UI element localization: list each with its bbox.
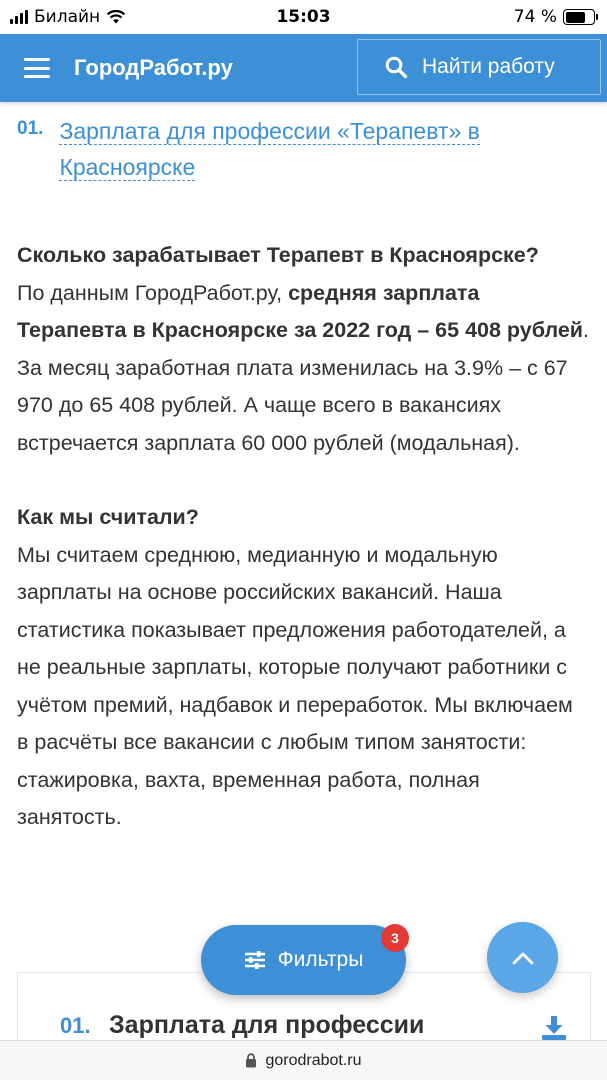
- battery-percent: 74 %: [513, 7, 557, 27]
- filters-count-badge: 3: [381, 924, 409, 952]
- toc-number: 01.: [17, 118, 44, 139]
- toc-link[interactable]: [59, 113, 590, 185]
- url-text: gorodrabot.ru: [265, 1051, 362, 1069]
- battery-fill: [566, 12, 586, 23]
- salary-text-bold: средняя зарплата Терапевта в Красноярске за 2022 год – 65 408 рублей: [17, 280, 584, 342]
- method-section: [17, 499, 590, 837]
- site-logo[interactable]: ГородРабот.ру: [74, 55, 233, 80]
- signal-icon: [10, 10, 28, 24]
- status-right: [514, 7, 595, 27]
- site-header: [0, 34, 607, 102]
- method-heading: Как мы считали?: [17, 505, 199, 529]
- carrier-name: Билайн: [34, 7, 101, 27]
- salary-text-intro: По данным ГородРабот.ру,: [17, 280, 289, 305]
- toc-link-text[interactable]: Зарплата для профессии «Терапевт» в Красноярске: [59, 118, 480, 180]
- filters-label: Фильтры: [277, 948, 364, 971]
- salary-section: [17, 237, 590, 462]
- chevron-up-icon: [511, 950, 535, 966]
- wifi-icon: [106, 10, 126, 24]
- card-number: 01.: [60, 1013, 91, 1038]
- status-left: [10, 7, 126, 27]
- sliders-icon: [244, 950, 266, 970]
- find-job-button[interactable]: [357, 39, 601, 95]
- main-content: [0, 102, 607, 837]
- find-job-label: Найти работу: [422, 55, 555, 78]
- status-bar: [0, 0, 607, 34]
- toc-item: [17, 113, 590, 185]
- search-icon: [384, 55, 408, 79]
- salary-text-rest: . За месяц заработная плата изменилась на 3.9% – с 67 970 до 65 408 рублей. А чаще всего в вакансиях встречается зарплата 60 000 рублей (модальная).: [17, 318, 589, 455]
- salary-paragraph: [17, 275, 590, 463]
- battery-icon: [563, 9, 595, 25]
- salary-heading: Сколько зарабатывает Терапевт в Красноярске?: [17, 243, 539, 267]
- filters-button[interactable]: [201, 925, 406, 995]
- lock-icon: [245, 1053, 257, 1068]
- scroll-top-button[interactable]: [487, 922, 558, 993]
- method-paragraph: Мы считаем среднюю, медианную и модальную зарплаты на основе российских вакансий. Наша статистика показывает предложения работодателей, а не реальные зарплаты, которые получают работники с учётом премий, надбавок и переработок. Мы включаем в расчёты все вакансии с любым типом занятости: стажировка, вахта, временная работа, полная занятость.: [17, 542, 573, 829]
- browser-url-bar[interactable]: [0, 1040, 607, 1080]
- menu-icon[interactable]: [24, 58, 50, 78]
- status-time: 15:03: [276, 7, 331, 27]
- card-title: Зарплата для профессии: [109, 1011, 425, 1039]
- download-icon[interactable]: [541, 1015, 567, 1041]
